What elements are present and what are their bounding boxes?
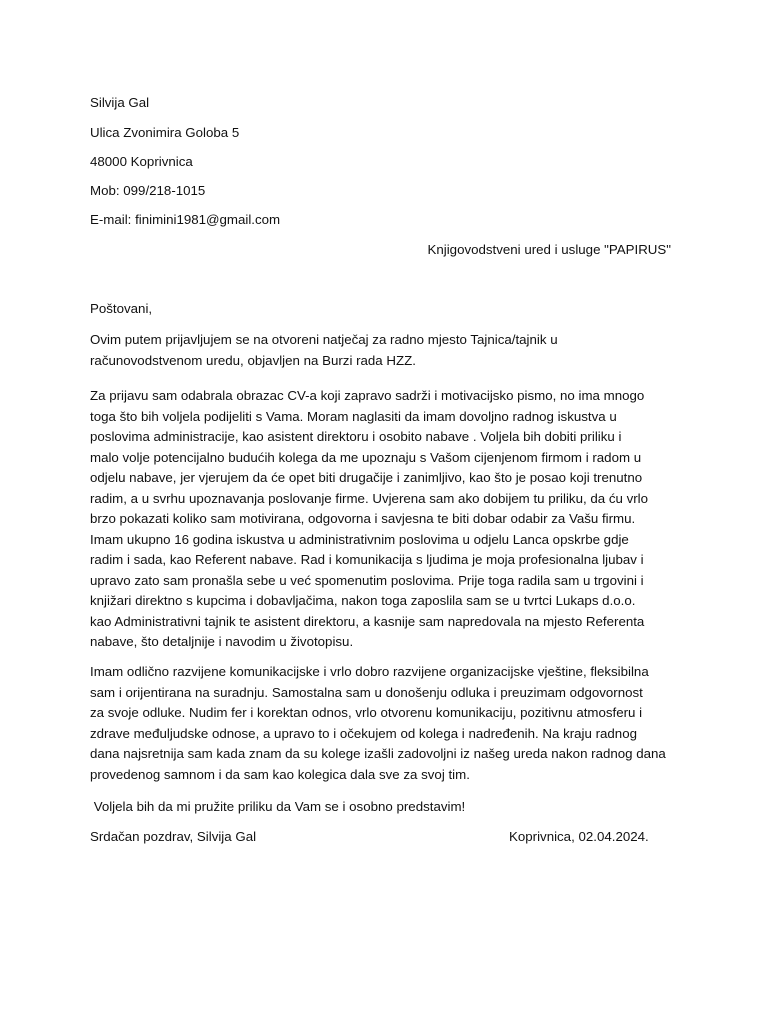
paragraph-line: upravo zato sam pronašla sebe u već spomenutim poslovima. Prije toga radila sam u trgovini i <box>90 572 644 588</box>
paragraph-line: Imam odlično razvijene komunikacijske i vrlo dobro razvijene organizacijske vještine, fleksibilna <box>90 664 649 679</box>
paragraph-line: za svoje odluke. Nudim fer i korektan odnos, vrlo otvorenu komunikaciju, pozitivnu atmosferu i <box>90 705 643 720</box>
paragraph-line: knjižari direktno s kupcima i dobavljačima, nakon toga zaposlila sam se u tvrtci Lukaps d.o.o. <box>90 593 636 608</box>
sender-mobile: Mob: 099/218-1015 <box>90 183 206 198</box>
sender-city: 48000 Koprivnica <box>90 154 193 169</box>
paragraph-line: kao Administrativni tajnik te asistent direktoru, a kasnije sam napredovala na mjesto Referenta <box>90 613 645 629</box>
sender-name: Silvija Gal <box>90 95 150 110</box>
paragraph-line: toga što bih voljela podijeliti s Vama. Moram naglasiti da imam dovoljno radnog iskustva u <box>90 408 617 424</box>
paragraph-line: malo volje potencijalno budućih kolega da me upoznaju s Vašom cijenjenom firmom i radom u <box>90 449 642 465</box>
paragraph-line: brzo pokazati koliko sam motivirana, odgovorna i savjesna te biti dobar odabir za Vašu firmu. <box>90 511 636 526</box>
paragraph-line: zdrave međuljudske odnose, a upravo to i očekujem od kolega i nadređenih. Na kraju radnog <box>90 725 637 741</box>
paragraph-line: radim i sada, kao Referent nabave. Rad i komunikacija s ljudima je moja profesionalna ljubav i <box>90 552 644 567</box>
paragraph-experience <box>90 386 690 653</box>
paragraph-line: sam i orijentirana na suradnju. Samostalna sam u donošenju odluka i preuzimam odgovornost <box>90 684 643 700</box>
closing-wish: Voljela bih da mi pružite priliku da Vam se i osobno predstavim! <box>90 799 466 814</box>
sender-street: Ulica Zvonimira Goloba 5 <box>90 125 240 140</box>
greeting: Poštovani, <box>90 301 153 316</box>
paragraph-line: računovodstvenom uredu, objavljen na Burzi rada HZZ. <box>90 352 416 368</box>
paragraph-line: Imam ukupno 16 godina iskustva u administrativnim poslovima u odjelu Lanca opskrbe gdje <box>90 531 629 547</box>
paragraph-line: odjelu nabave, jer vjerujem da će opet biti drugačije i zanimljivo, kao što je posao koji trenutno <box>90 470 643 485</box>
sender-email: E-mail: finimini1981@gmail.com <box>90 212 281 227</box>
sign-off: Srdačan pozdrav, Silvija Gal <box>90 829 257 844</box>
paragraph-line: radim, a u svrhu upoznavanja poslovanje firme. Uvjerena sam ako dobijem tu priliku, da ću vrlo <box>90 490 649 506</box>
paragraph-application <box>90 330 690 371</box>
paragraph-line: nabave, što detaljnije i navodim u životopisu. <box>90 634 354 649</box>
paragraph-line: provedenog samnom i da sam kao kolegica dala sve za svoj tim. <box>90 766 470 782</box>
paragraph-line: Za prijavu sam odabrala obrazac CV-a koji zapravo sadrži i motivacijsko pismo, no ima mnogo <box>90 388 645 403</box>
recipient-company: Knjigovodstveni ured i usluge "PAPIRUS" <box>427 242 671 257</box>
paragraph-skills <box>90 662 690 785</box>
paragraph-line: dana najsretnija sam kada znam da su kolege izašli zadovoljni iz našeg ureda nakon radnog dana <box>90 746 666 761</box>
paragraph-line: Ovim putem prijavljujem se na otvoreni natječaj za radno mjesto Tajnica/tajnik u <box>90 332 558 347</box>
place-date: Koprivnica, 02.04.2024. <box>509 829 649 844</box>
paragraph-line: poslovima administracije, kao asistent direktoru i osobito nabave . Voljela bih dobiti priliku i <box>90 429 622 444</box>
